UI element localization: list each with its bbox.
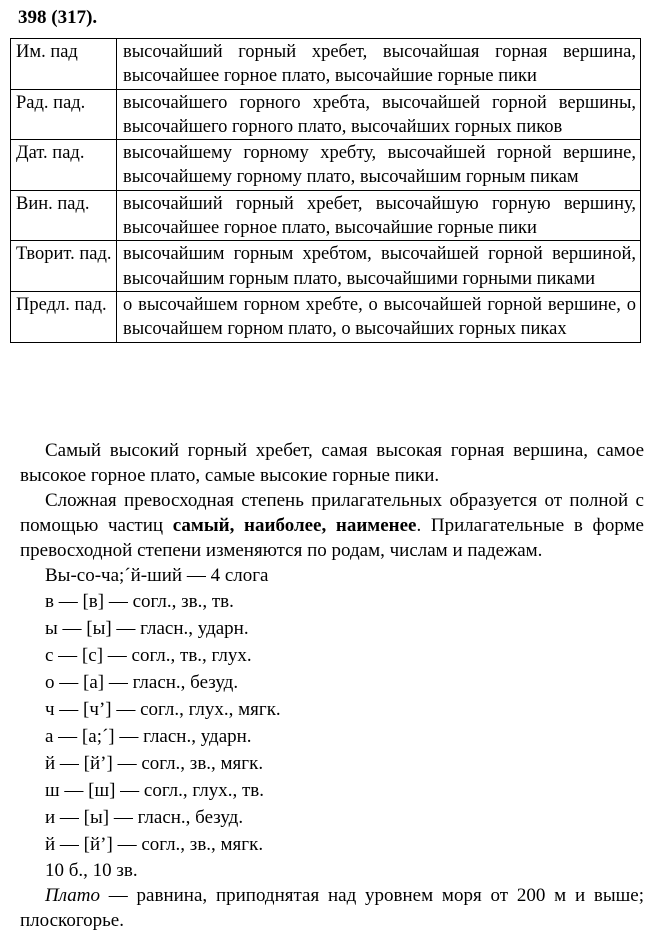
- phonetic-line: ш — [ш] — согл., глух., тв.: [45, 780, 264, 801]
- phonetic-line: в — [в] — согл., зв., тв.: [45, 591, 234, 612]
- letters-sounds-count: 10 б., 10 зв.: [45, 860, 138, 881]
- case-name: Им. пад: [11, 39, 117, 90]
- answer-text: [20, 438, 644, 933]
- case-name: Вин. пад.: [11, 190, 117, 241]
- case-name: Рад. пад.: [11, 89, 117, 140]
- case-forms: высочайший горный хребет, высочайшую горную вершину, высочайшее горное плато, высочайшие горные пики: [117, 190, 641, 241]
- case-name: Творит. пад.: [11, 241, 117, 292]
- table-row: [11, 140, 641, 191]
- case-forms: высочайшим горным хребтом, высочайшей горной вершиной, высочайшим горным плато, высочайшими горными пиками: [117, 241, 641, 292]
- phonetic-line: о — [а] — гласн., безуд.: [45, 672, 239, 693]
- definition-paragraph: [20, 883, 644, 933]
- rule-text-end: . Прилагательные в форме превосходной степени изменяются по родам, числам и падежам.: [20, 515, 644, 561]
- particles-list: самый, наиболее, наименее: [172, 515, 417, 536]
- case-name: Дат. пад.: [11, 140, 117, 191]
- phonetic-line: с — [с] — согл., тв., глух.: [45, 645, 252, 666]
- table-row: [11, 39, 641, 90]
- table-row: [11, 89, 641, 140]
- case-forms: о высочайшем горном хребте, о высочайшей горной вершине, о высочайшем горном плато, о высочайших горных пиках: [117, 291, 641, 342]
- declension-table: [10, 38, 641, 343]
- phonetic-line: ы — [ы] — гласн., ударн.: [45, 618, 249, 639]
- table-row: [11, 190, 641, 241]
- superlative-rule-paragraph: [20, 488, 644, 563]
- table-row: [11, 241, 641, 292]
- rule-text-start: Сложная превосходная степень прилагательных образуется от полной с помощью частиц: [20, 490, 644, 536]
- definition-text: — равнина, приподнятая над уровнем моря от 200 м и выше; плоскогорье.: [20, 885, 644, 931]
- case-forms: высочайшему горному хребту, высочайшей горной вершине, высочайшему горному плато, высочайшим горным пикам: [117, 140, 641, 191]
- case-name: Предл. пад.: [11, 291, 117, 342]
- phonetic-line: и — [ы] — гласн., безуд.: [45, 807, 244, 828]
- syllable-division: Вы-со-ча;´й-ший — 4 слога: [45, 565, 269, 586]
- case-forms: высочайшего горного хребта, высочайшей горной вершины, высочайшего горного плато, высочайших горных пиков: [117, 89, 641, 140]
- phonetic-line: а — [а;´] — гласн., ударн.: [45, 726, 252, 747]
- phonetic-line: ч — [ч’] — согл., глух., мягк.: [45, 699, 281, 720]
- superlative-simple-paragraph: Самый высокий горный хребет, самая высокая горная вершина, самое высокое горное плато, самые высокие горные пики.: [20, 440, 644, 486]
- table-row: [11, 291, 641, 342]
- definition-term: Плато: [45, 885, 100, 906]
- exercise-number: 398 (317).: [18, 7, 98, 28]
- case-forms: высочайший горный хребет, высочайшая горная вершина, высочайшее горное плато, высочайшие горные пики: [117, 39, 641, 90]
- phonetic-line: й — [й’] — согл., зв., мягк.: [45, 834, 264, 855]
- phonetic-line: й — [й’] — согл., зв., мягк.: [45, 753, 264, 774]
